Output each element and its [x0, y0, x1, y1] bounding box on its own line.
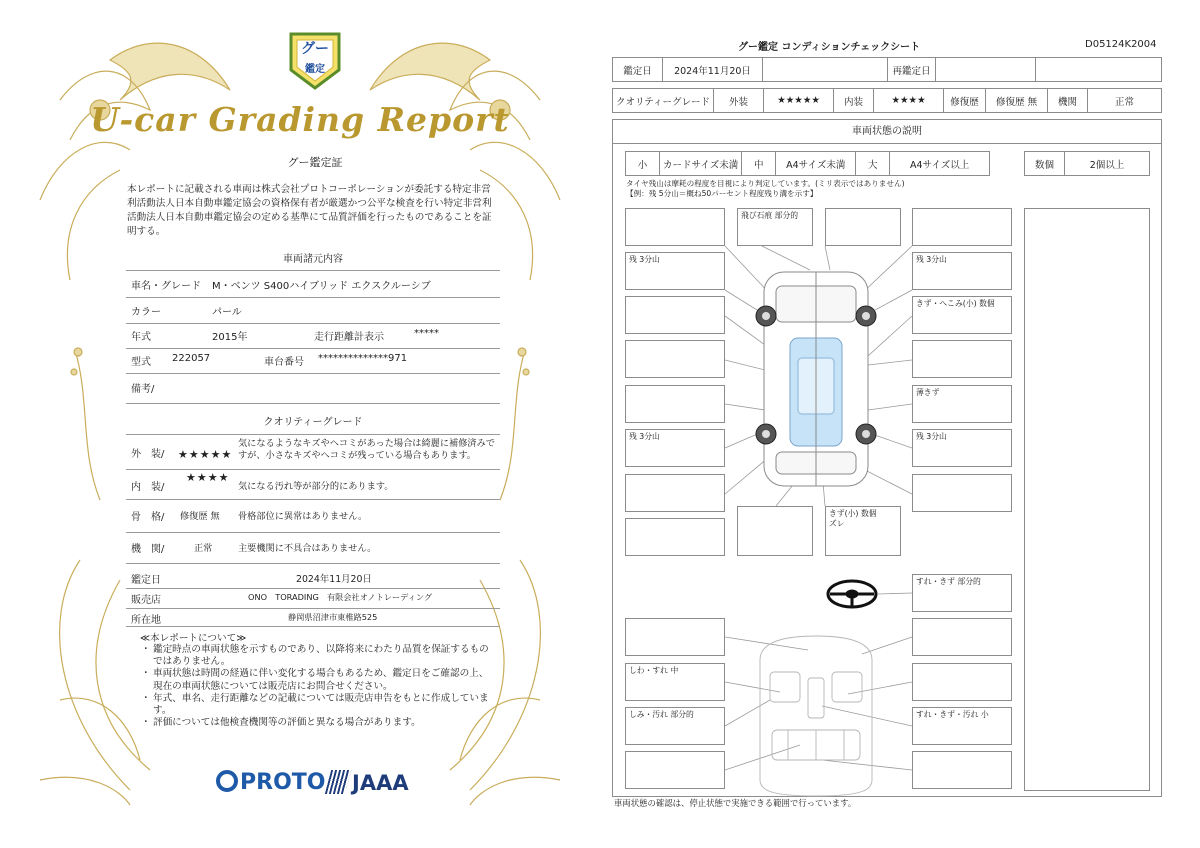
condition-box	[625, 340, 725, 378]
condition-box-right-side: きず・へこみ(小) 数個	[912, 296, 1012, 334]
legend-small: 小	[626, 152, 660, 176]
jaaa-mark-icon	[325, 770, 351, 794]
mileage-value: *****	[414, 328, 439, 339]
spec-row-model	[126, 353, 500, 374]
certificate-intro: 本レポートに記載される車両は株式会社プロトコーポレーションが委託する特定非営利活動法人日本自動車鑑定協会の資格保有者が厳選かつ公平な検査を行い特定非営利活動法人日本自動車鑑定協会の定める基準にて品質評価を行ったものであることを証明する。	[127, 184, 492, 237]
address-row	[126, 611, 500, 627]
engine-value: 正常	[194, 543, 213, 554]
quality-heading: クオリティーグレード	[263, 417, 363, 428]
condition-box	[625, 296, 725, 334]
spec-heading: 車両諸元内容	[283, 254, 343, 265]
reinspect-label: 再鑑定日	[888, 58, 936, 82]
condition-box	[912, 474, 1012, 512]
dealer-row	[126, 591, 500, 609]
frame-value: 修復歴 無	[180, 511, 220, 522]
chassis-label: 車台番号	[264, 357, 304, 368]
condition-box	[912, 340, 1012, 378]
condition-box-tyre-front-right: 残 3分山	[912, 252, 1012, 290]
condition-box	[912, 751, 1012, 789]
name-value: M・ベンツ S400ハイブリッド エクスクルーシブ	[212, 281, 431, 292]
quality-row-engine	[126, 540, 500, 564]
name-label: 車名・グレード	[131, 281, 201, 292]
car-top-view	[764, 272, 868, 486]
condition-box-steering: すれ・きず 部分的	[912, 574, 1012, 612]
badge-bottom-text: 鑑定	[305, 64, 325, 75]
jaaa-logo	[328, 770, 409, 795]
repair-label: 修復歴	[944, 89, 986, 113]
condition-box-right-rear: 薄きず	[912, 385, 1012, 423]
script-title: U-car Grading Report	[90, 100, 510, 139]
engine-text: 主要機関に不具合はありません。	[238, 543, 377, 554]
quality-row-frame	[126, 508, 500, 533]
condition-box-interior-2: しみ・汚れ 部分的	[625, 707, 725, 745]
color-label: カラー	[131, 307, 161, 318]
car-interior-view	[760, 636, 872, 796]
condition-heading: 車両状態の説明	[612, 119, 1162, 144]
quality-row-exterior	[126, 438, 500, 470]
condition-box-tyre-rear-left: 残 3分山	[625, 429, 725, 467]
sheet-footer: 車両状態の確認は、停止状態で実施できる範囲で行っています。	[614, 798, 857, 808]
engine-label: 機関	[1048, 89, 1088, 113]
dealer-value: ONO TORADING 有限会社オノトレーディング	[248, 592, 433, 602]
badge-top-text: グー	[301, 41, 329, 57]
jaaa-logo-text: JAAA	[352, 771, 409, 795]
spec-row-color	[126, 303, 500, 324]
chassis-value: **************971	[318, 353, 408, 364]
note-item: ・ 鑑定時点の車両状態を示すものであり、以降将来にわたり品質を保証するものではありません。	[141, 644, 491, 668]
exterior-label: 外装	[714, 89, 764, 113]
inspection-date-row	[126, 571, 500, 589]
divider	[126, 434, 500, 435]
address-label: 所在地	[131, 615, 161, 626]
legend-medium: 中	[742, 152, 776, 176]
inspection-date-value: 2024年11月20日	[296, 574, 372, 585]
remarks-column	[1024, 208, 1150, 791]
condition-box-front: 飛び石痕 部分的	[737, 208, 813, 246]
divider	[126, 270, 500, 271]
legend-large: 大	[856, 152, 890, 176]
inspection-date-label: 鑑定日	[131, 575, 161, 586]
condition-box-tyre-rear-right: 残 3分山	[912, 429, 1012, 467]
condition-box-tyre-front-left: 残 3分山	[625, 252, 725, 290]
interior-stars: ★★★★	[874, 89, 944, 113]
tyre-note-line: 【例：残 5分山＝概ね50パーセント程度残り溝を示す】	[626, 189, 818, 198]
notes-title: ≪本レポートについて≫	[140, 633, 247, 644]
condition-box-interior-3: すれ・きず・汚れ 小	[912, 707, 1012, 745]
legend-count-desc: 2個以上	[1065, 152, 1150, 176]
legend-medium-desc: A4サイズ未満	[776, 152, 856, 176]
model-label: 型式	[131, 357, 151, 368]
engine-value: 正常	[1088, 89, 1162, 113]
condition-box	[912, 663, 1012, 701]
note-item: ・ 車両状態は時間の経過に伴い変化する場合もあるため、鑑定日をご確認の上、現在の車両状態については販売店にお問合せください。	[141, 668, 491, 692]
repair-value: 修復歴 無	[986, 89, 1048, 113]
legend-small-desc: カードサイズ未満	[660, 152, 742, 176]
interior-text: 気になる汚れ等が部分的にあります。	[238, 481, 394, 492]
year-label: 年式	[131, 332, 151, 343]
model-value: 222057	[172, 353, 211, 364]
condition-box	[825, 208, 901, 246]
condition-box	[625, 474, 725, 512]
color-value: パール	[212, 307, 242, 318]
interior-label: 内装	[834, 89, 874, 113]
proto-mark-icon	[216, 770, 238, 792]
condition-box-rear: きず(小) 数個 ズレ	[825, 506, 901, 556]
condition-box	[625, 751, 725, 789]
condition-box	[625, 208, 725, 246]
certificate-title: グー鑑定証	[287, 156, 343, 169]
interior-label: 内 装/	[131, 482, 165, 493]
condition-box	[625, 385, 725, 423]
proto-logo-text: PROTO	[240, 770, 326, 795]
condition-check-sheet	[600, 0, 1200, 848]
engine-label: 機 関/	[131, 544, 165, 555]
condition-box-interior-1: しわ・すれ 中	[625, 663, 725, 701]
grade-label: クオリティーグレード	[613, 89, 714, 113]
condition-box	[737, 506, 813, 556]
condition-box	[912, 208, 1012, 246]
spec-row-remarks	[126, 380, 500, 404]
frame-text: 骨格部位に異常はありません。	[238, 511, 368, 522]
remarks-label: 備考/	[131, 384, 155, 395]
notes-list	[141, 644, 491, 729]
interior-stars: ★★★★	[186, 471, 230, 484]
address-value: 静岡県沼津市東椎路525	[288, 612, 378, 622]
date-label: 鑑定日	[613, 58, 663, 82]
condition-box	[912, 618, 1012, 656]
exterior-stars: ★★★★★	[764, 89, 834, 113]
condition-box	[625, 518, 725, 556]
steering-wheel-icon	[828, 581, 876, 607]
tyre-note-line: タイヤ残山は摩耗の程度を目視により判定しています。(ミリ表示ではありません)	[626, 179, 905, 188]
condition-box	[625, 618, 725, 656]
spec-row-name	[126, 277, 500, 298]
proto-logo	[216, 770, 325, 795]
sheet-title: グー鑑定 コンディションチェックシート	[738, 42, 921, 53]
note-item: ・ 年式、車名、走行距離などの記載については販売店申告をもとに作成しています。	[141, 693, 491, 717]
legend-count: 数個	[1025, 152, 1065, 176]
exterior-text: 気になるようなキズやヘコミがあった場合は綺麗に補修済みですが、小さなキズやヘコミが残っている場合もあります。	[238, 438, 495, 461]
mileage-label: 走行距離計表示	[314, 332, 384, 343]
date-value: 2024年11月20日	[663, 58, 763, 82]
exterior-label: 外 装/	[131, 449, 165, 460]
legend-large-desc: A4サイズ以上	[890, 152, 990, 176]
frame-label: 骨 格/	[131, 512, 165, 523]
sheet-code: D05124K2004	[1085, 39, 1157, 50]
spec-row-year	[126, 328, 500, 349]
dealer-label: 販売店	[131, 595, 161, 606]
year-value: 2015年	[212, 332, 248, 343]
note-item: ・ 評価については他検査機関等の評価と異なる場合があります。	[141, 717, 491, 729]
exterior-stars: ★★★★★	[178, 448, 233, 461]
quality-row-interior	[126, 471, 500, 500]
